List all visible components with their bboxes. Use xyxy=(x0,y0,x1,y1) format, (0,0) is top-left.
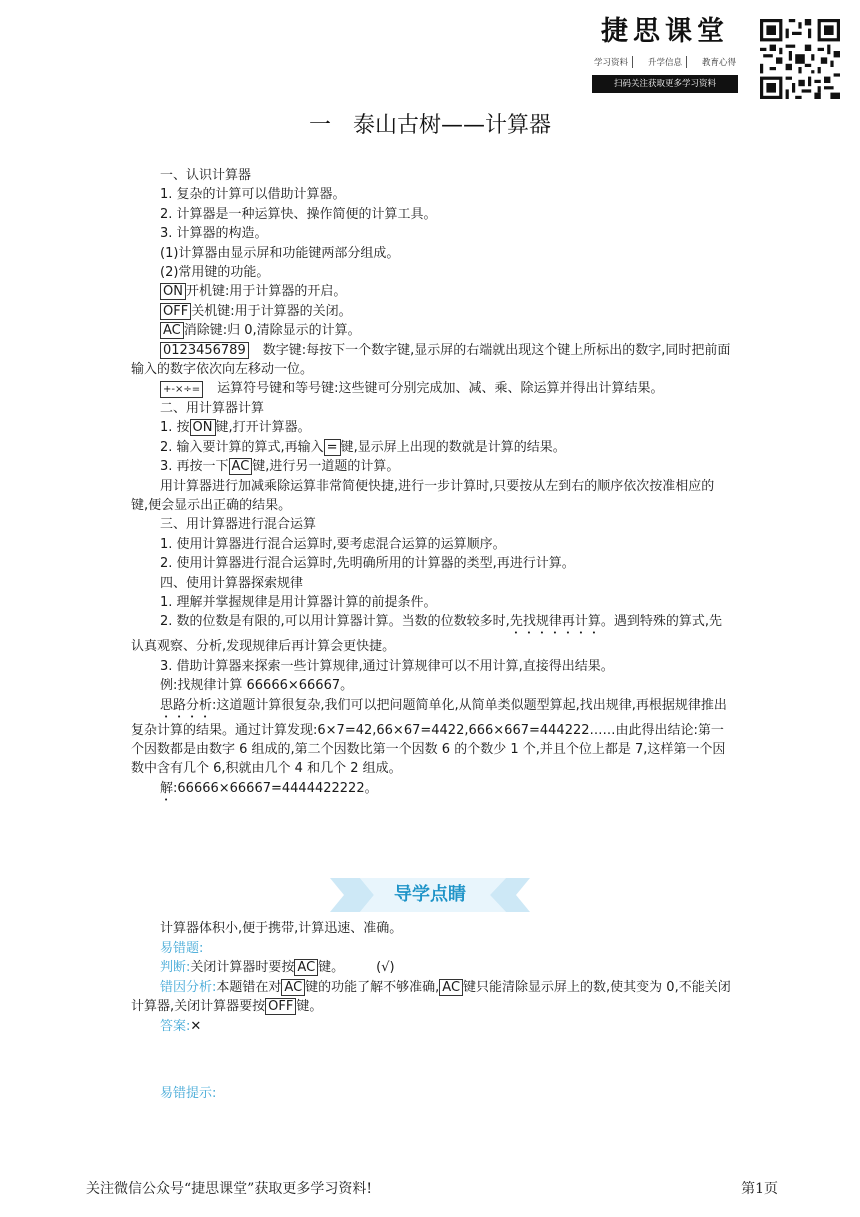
key-description: 运算符号键和等号键:这些键可分别完成加、减、乘、除运算并得出计算结果。 xyxy=(217,381,664,397)
brand-tags xyxy=(592,56,738,68)
cause-paragraph: 错因分析:本题错在对 AC 键的功能了解不够准确, AC 键只能清除显示屏上的数,使其变为 0,不能关闭计算器,关闭计算器要按 OFF 键。 xyxy=(131,979,731,1015)
judge-line: 判断:关闭计算器时要按 AC 键。 (√) xyxy=(160,960,395,976)
ac-key: AC xyxy=(439,979,463,996)
key-description: 开机键:用于计算器的开启。 xyxy=(185,284,347,300)
brand-tag: 学习资料 xyxy=(594,56,633,68)
ac-key: AC xyxy=(294,959,318,976)
qr-code-icon xyxy=(760,18,840,100)
analysis-paragraph: 思路分析:这道题计算很复杂,我们可以把问题简单化,从简单类似题型算起,找出规律,再根据规律推出复杂计算的结果。通过计算发现:6×7=42,66×67=4422,666×667=444222……由此得出结论:第一个因数都是由数字 6 组成的,第二个因数比第一个因数 6 的个数少 1 个,并且个位上都是 7,这样第一个因数中含有几个 6,积就由几个 4 和几个 2 组成。 xyxy=(131,697,727,777)
section-heading: 三、用计算器进行混合运算 xyxy=(160,517,317,533)
judge-label: 判断: xyxy=(160,960,191,976)
text-line: 3. 借助计算器来探索一些计算规律,通过计算规律可以不用计算,直接得出结果。 xyxy=(160,658,614,674)
brand-block xyxy=(592,14,738,93)
text-line: 2. 计算器是一种运算快、操作简便的计算工具。 xyxy=(160,206,437,222)
key-description: 数字键:每按下一个数字键,显示屏的右端就出现这个键上所标出的数字,同时把前面输入的数字依次向左移动一位。 xyxy=(131,342,731,378)
ac-key: AC xyxy=(229,458,253,475)
error-label: 易错题: xyxy=(160,940,204,956)
text-line: (2)常用键的功能。 xyxy=(160,265,270,281)
key-line-ac xyxy=(131,321,731,340)
brand-banner: 扫码关注获取更多学习资料 xyxy=(592,75,738,93)
text-line: 1. 复杂的计算可以借助计算器。 xyxy=(160,187,346,203)
text-line: 1. 理解并掌握规律是用计算器计算的前提条件。 xyxy=(160,594,437,610)
hint-label: 易错提示: xyxy=(160,1086,217,1101)
text-line: (1)计算器由显示屏和功能键两部分组成。 xyxy=(160,245,400,261)
equals-key: = xyxy=(324,439,341,456)
ac-key: AC xyxy=(160,322,184,339)
solution-label: 解 xyxy=(160,780,174,796)
footer-note: 关注微信公众号“捷思课堂”获取更多学习资料! xyxy=(86,1181,372,1197)
off-key: OFF xyxy=(160,303,191,320)
brand-tag: 升学信息 xyxy=(648,56,687,68)
section-heading: 二、用计算器计算 xyxy=(160,400,265,416)
banner-title: 导学点睛 xyxy=(394,884,466,905)
solution-line: 解:66666×66667=4444422222。 xyxy=(160,780,378,796)
text-line: 3. 计算器的构造。 xyxy=(160,226,268,242)
page-title: 一 泰山古树——计算器 xyxy=(308,113,551,138)
page-footer xyxy=(86,1178,778,1198)
on-key: ON xyxy=(160,283,186,300)
answer-value: ✕ xyxy=(190,1018,202,1034)
brand-tag: 教育心得 xyxy=(701,58,736,68)
text-line: 3. 再按一下 AC 键,进行另一道题的计算。 xyxy=(160,459,400,475)
text-line: 2. 输入要计算的算式,再输入 = 键,显示屏上出现的数就是计算的结果。 xyxy=(160,439,566,455)
key-line-off xyxy=(131,302,731,321)
emphasized-text: 先找规律再计算 xyxy=(509,614,601,630)
section-heading: 一、认识计算器 xyxy=(160,168,252,183)
key-line-on xyxy=(131,282,731,301)
text-line: 2. 数的位数是有限的,可以用计算器计算。当数的位数较多时,先找规律再计算。遇到特殊的算式,先认真观察、分析,发现规律后再计算会更快捷。 xyxy=(131,614,722,655)
example-line: 例:找规律计算 66666×66667。 xyxy=(160,678,354,694)
judge-mark: (√) xyxy=(376,960,395,976)
cause-label: 错因分析: xyxy=(160,979,217,995)
analysis-label: 思路分析 xyxy=(160,697,213,713)
page-number: 第1页 xyxy=(741,1181,778,1197)
off-key: OFF xyxy=(265,998,296,1015)
text-line: 1. 按 ON 键,打开计算器。 xyxy=(160,420,311,436)
key-description: 关机键:用于计算器的关闭。 xyxy=(191,303,352,319)
section-heading: 四、使用计算器探索规律 xyxy=(160,575,304,591)
guide-content xyxy=(131,919,731,1037)
answer-label: 答案: xyxy=(160,1018,191,1034)
digit-keys: 0123456789 xyxy=(160,342,249,359)
key-line-digits xyxy=(131,341,731,380)
brand-name: 捷思课堂 xyxy=(601,16,729,47)
ac-key: AC xyxy=(281,979,305,996)
key-line-operators xyxy=(131,379,731,398)
text-line: 2. 使用计算器进行混合运算时,先明确所用的计算器的类型,再进行计算。 xyxy=(160,556,575,572)
main-content xyxy=(131,166,731,804)
on-key: ON xyxy=(190,419,216,436)
guide-banner xyxy=(330,876,530,914)
text-line: 1. 使用计算器进行混合运算时,要考虑混合运算的运算顺序。 xyxy=(160,536,506,552)
answer-line xyxy=(131,1017,731,1037)
paragraph: 用计算器进行加减乘除运算非常简便快捷,进行一步计算时,只要按从左到右的顺序依次按准相应的键,便会显示出正确的结果。 xyxy=(131,478,715,513)
operator-keys: +-×÷= xyxy=(160,381,203,398)
text-line: 计算器体积小,便于携带,计算迅速、准确。 xyxy=(160,921,403,936)
key-description: 消除键:归 0,清除显示的计算。 xyxy=(183,323,361,339)
